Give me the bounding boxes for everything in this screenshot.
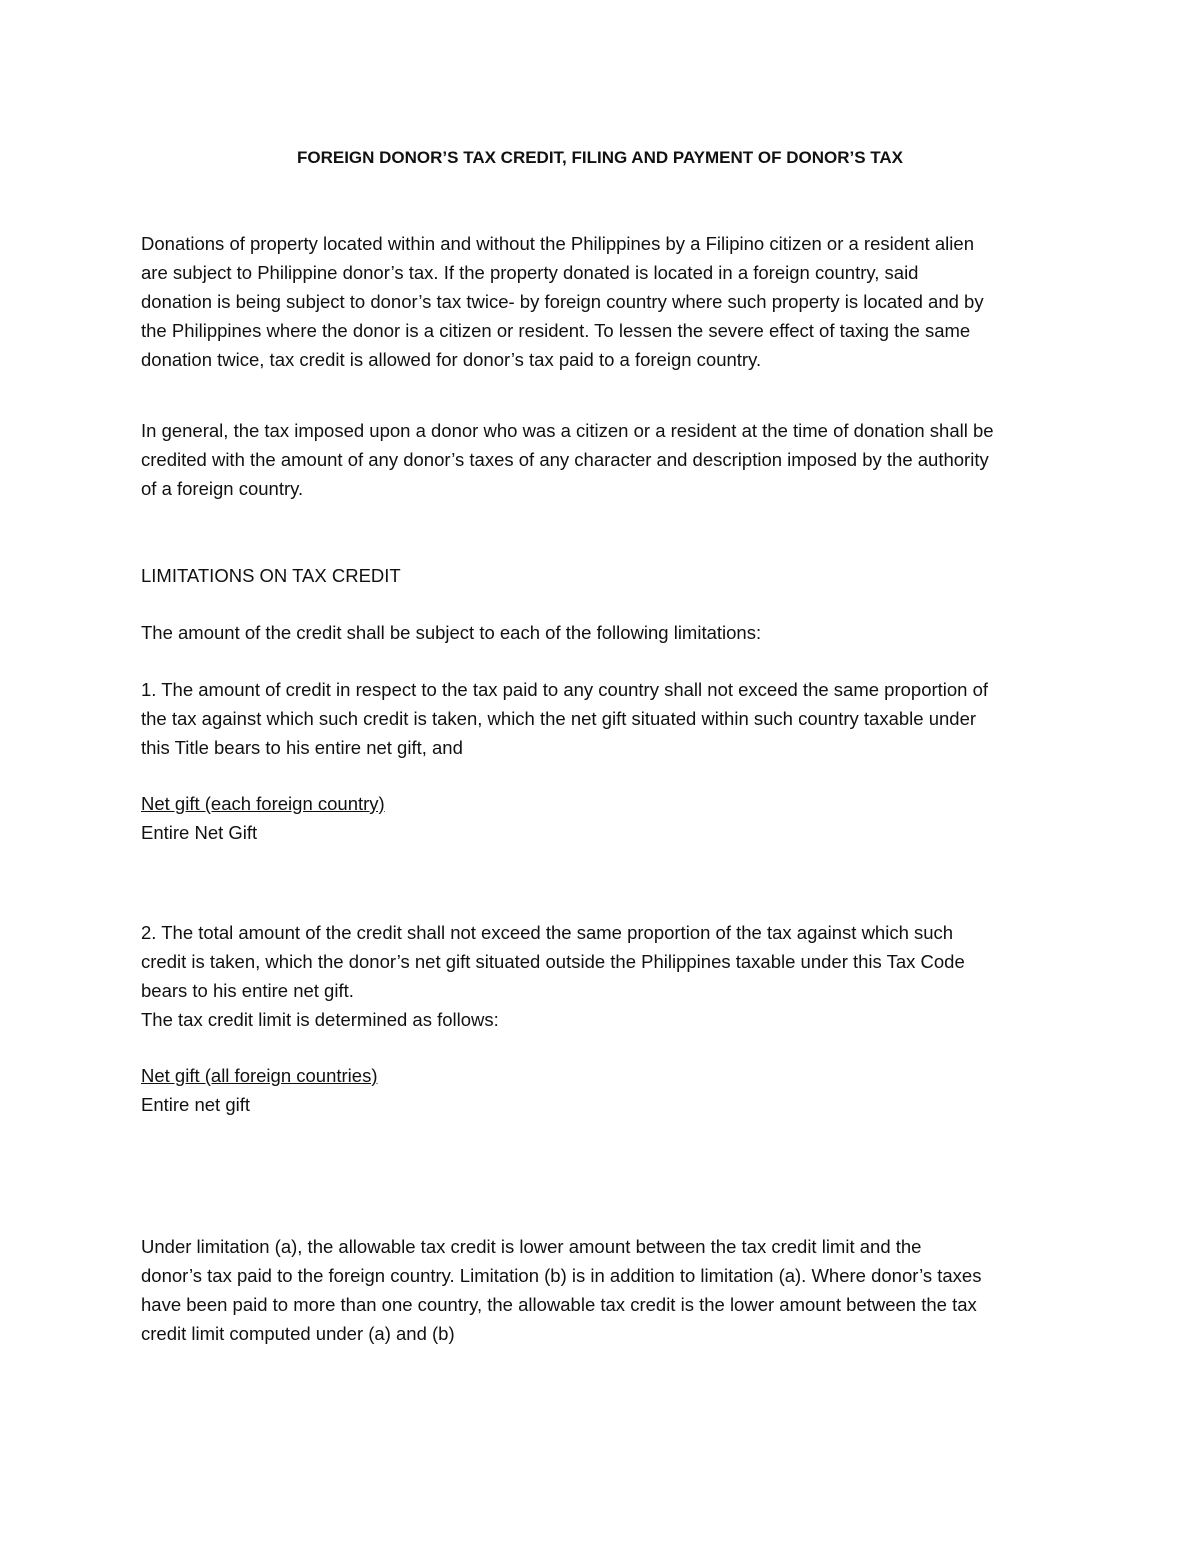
paragraph-line: donation twice, tax credit is allowed for donor’s tax paid to a foreign country.: [141, 349, 762, 370]
paragraph-line: the Philippines where the donor is a citizen or resident. To lessen the severe effect of taxing the same: [141, 320, 971, 341]
section-heading-text: LIMITATIONS ON TAX CREDIT: [141, 565, 401, 586]
paragraph-intro: [141, 229, 1066, 374]
paragraph-line: have been paid to more than one country, the allowable tax credit is the lower amount between the tax: [141, 1294, 977, 1315]
paragraph-line: Donations of property located within and without the Philippines by a Filipino citizen or a resident alien: [141, 233, 974, 254]
formula-1-denominator: Entire Net Gift: [141, 822, 258, 843]
limitations-intro-text: The amount of the credit shall be subject to each of the following limitations:: [141, 622, 762, 643]
paragraph-line: credit limit computed under (a) and (b): [141, 1323, 455, 1344]
paragraph-line: donor’s tax paid to the foreign country. Limitation (b) is in addition to limitation (a). Where donor’s taxes: [141, 1265, 982, 1286]
paragraph-line: 2. The total amount of the credit shall not exceed the same proportion of the tax against which such: [141, 922, 954, 943]
formula-1-numerator: Net gift (each foreign country): [141, 793, 385, 814]
paragraph-line: credit is taken, which the donor’s net gift situated outside the Philippines taxable under this Tax Code: [141, 951, 965, 972]
paragraph-line: are subject to Philippine donor’s tax. If the property donated is located in a foreign country, said: [141, 262, 919, 283]
formula-2-numerator: Net gift (all foreign countries): [141, 1065, 378, 1086]
paragraph-general: [141, 416, 1066, 503]
limitation-1: [141, 675, 1066, 762]
paragraph-line: bears to his entire net gift.: [141, 980, 354, 1001]
paragraph-line: credited with the amount of any donor’s taxes of any character and description imposed by the authority: [141, 449, 989, 470]
formula-1: [141, 789, 1066, 847]
paragraph-line: donation is being subject to donor’s tax twice- by foreign country where such property is located and by: [141, 291, 984, 312]
paragraph-line: the tax against which such credit is taken, which the net gift situated within such country taxable under: [141, 708, 977, 729]
paragraph-line: Under limitation (a), the allowable tax credit is lower amount between the tax credit limit and the: [141, 1236, 922, 1257]
limitation-2: [141, 918, 1066, 1034]
section-heading: [141, 561, 1066, 590]
formula-2-denominator: Entire net gift: [141, 1094, 251, 1115]
paragraph-line: The tax credit limit is determined as follows:: [141, 1009, 499, 1030]
paragraph-line: this Title bears to his entire net gift, and: [141, 737, 463, 758]
document-title: FOREIGN DONOR’S TAX CREDIT, FILING AND PAYMENT OF DONOR’S TAX: [296, 148, 904, 167]
paragraph-line: In general, the tax imposed upon a donor who was a citizen or a resident at the time of donation shall be: [141, 420, 994, 441]
formula-2: [141, 1061, 1066, 1119]
paragraph-final: [141, 1232, 1066, 1348]
limitations-intro: [141, 618, 1066, 647]
paragraph-line: 1. The amount of credit in respect to the tax paid to any country shall not exceed the same proportion of: [141, 679, 989, 700]
paragraph-line: of a foreign country.: [141, 478, 304, 499]
